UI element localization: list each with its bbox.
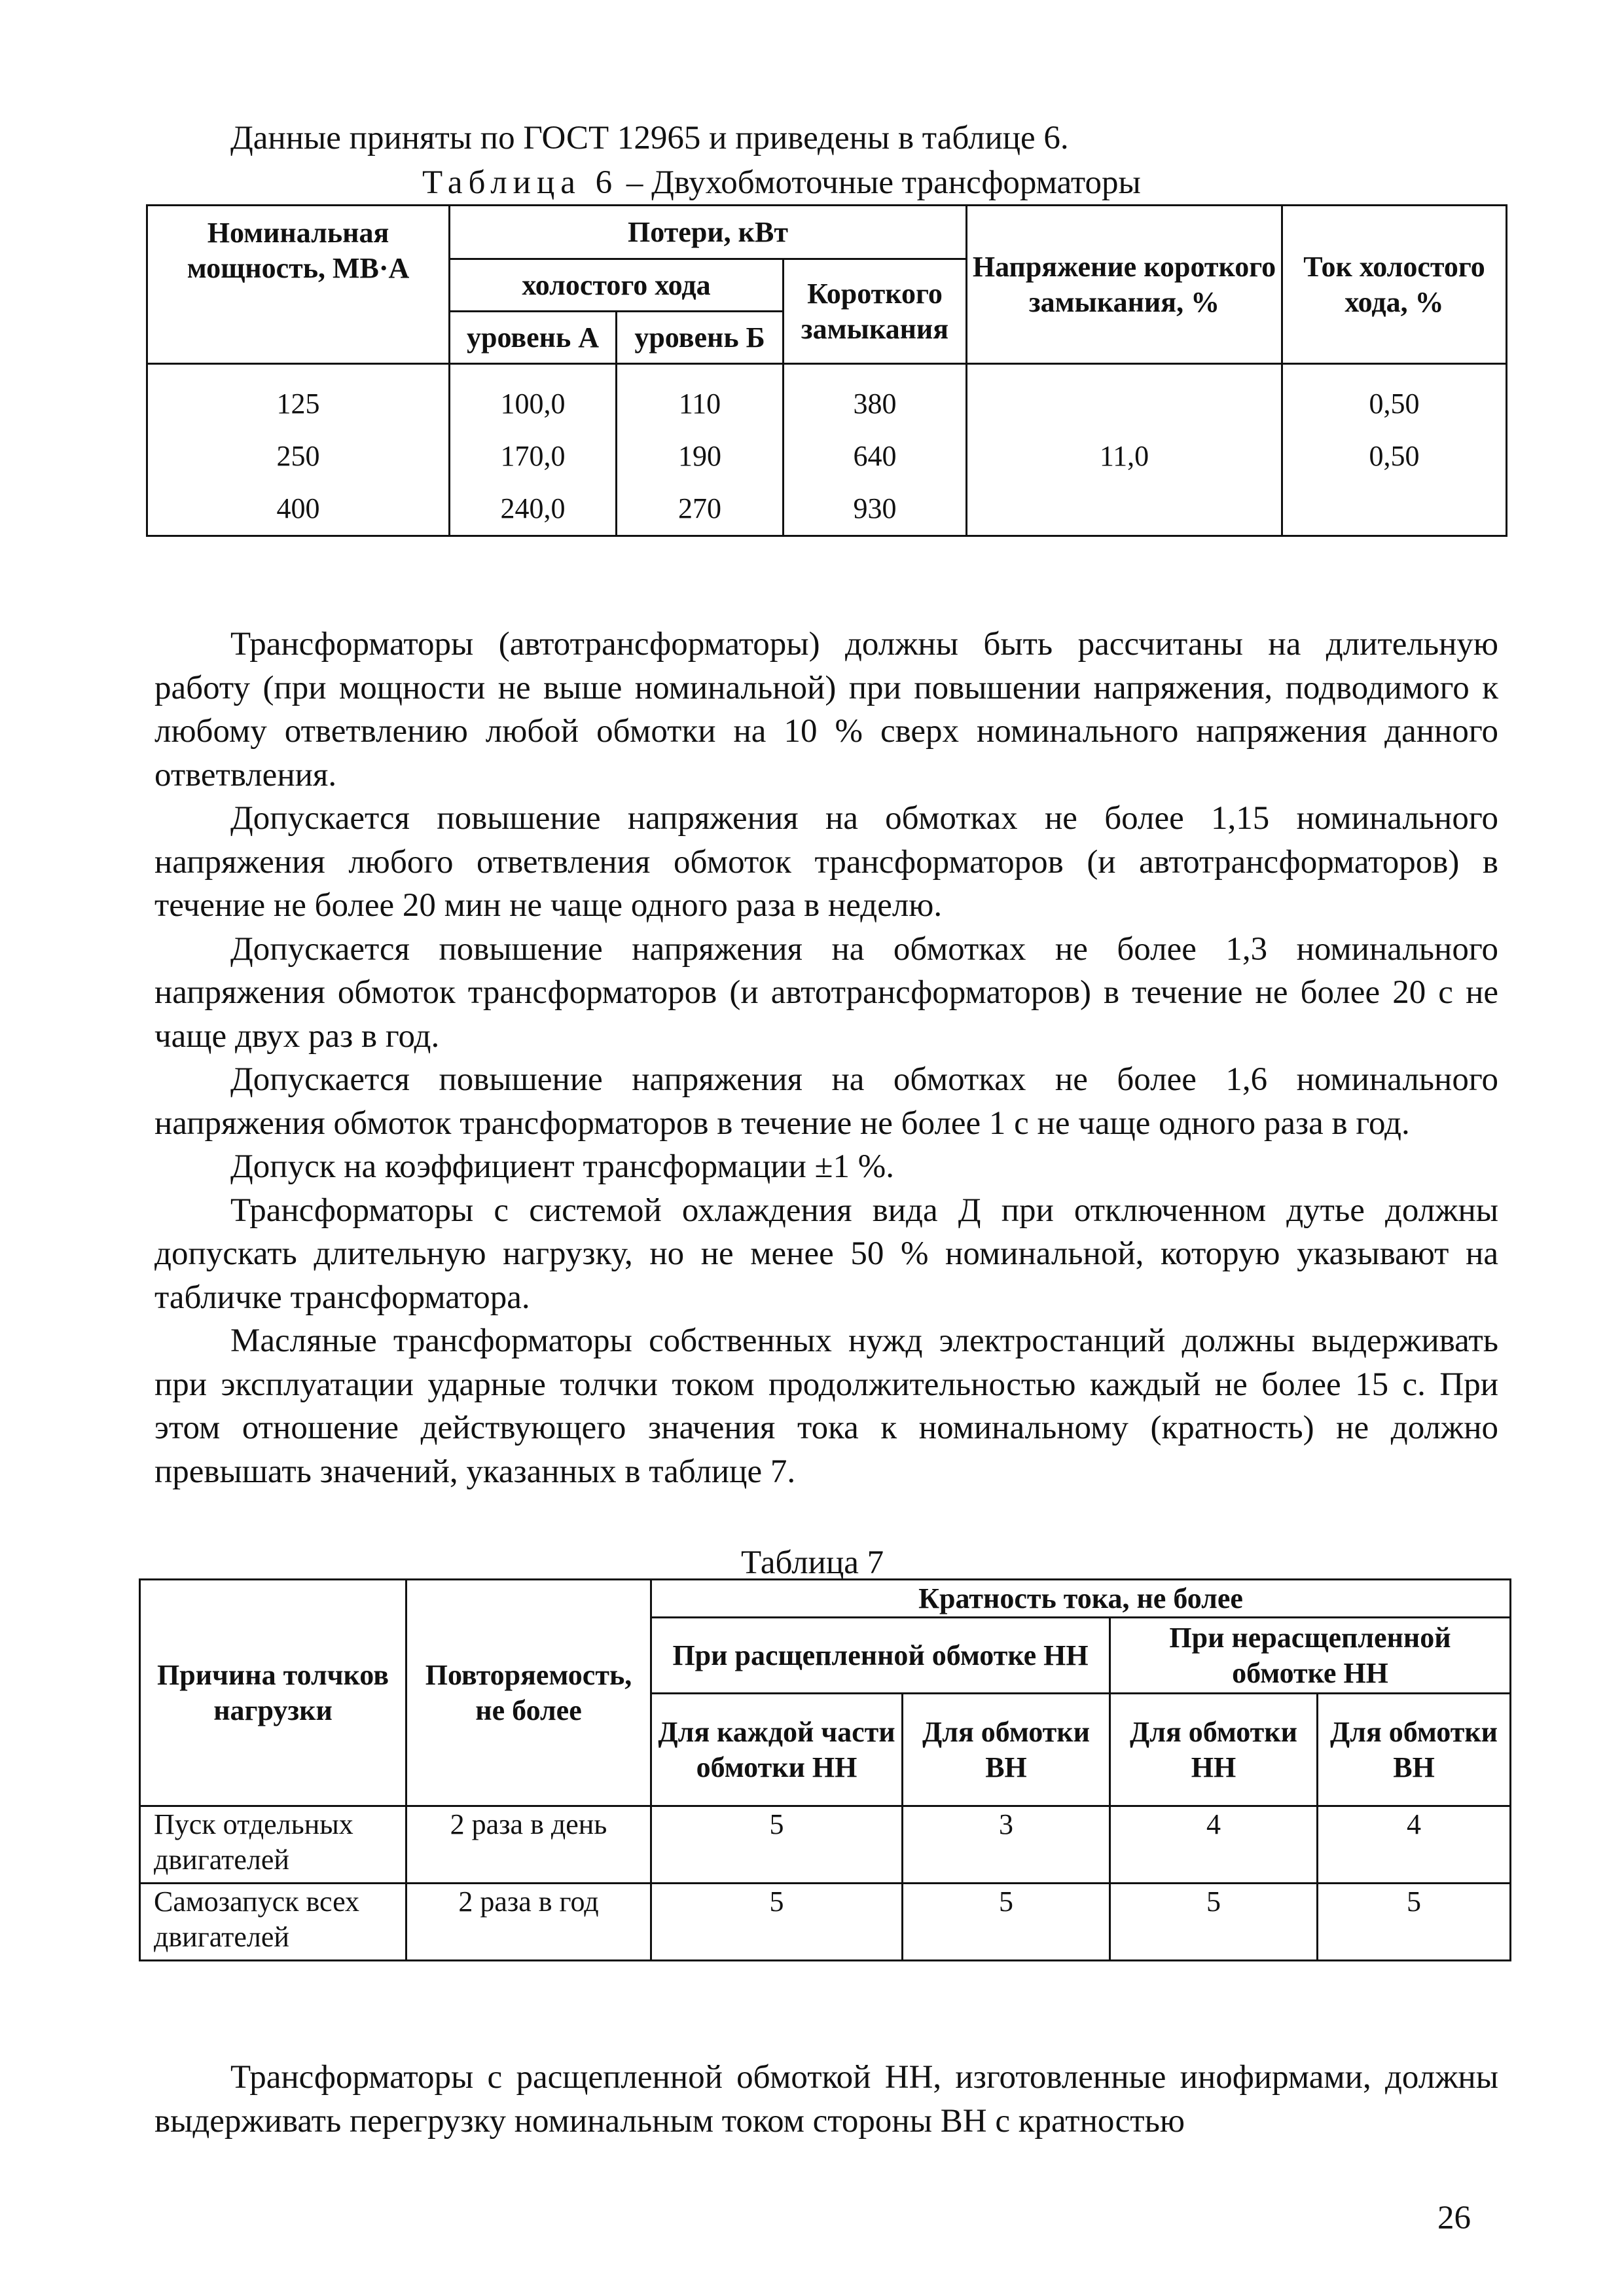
body-text-1: [154, 623, 1498, 1493]
paragraph: Допускается повышение напряжения на обмотках не более 1,15 номинального напряжения любого ответвления обмоток трансформаторов (и автотрансформаторов) в течение не более 20 мин не чаще одного раза в неделю.: [154, 800, 1498, 924]
table7-header-cause: Причина толчков нагрузки: [140, 1580, 406, 1806]
table6-header-voltage: Напряжение короткого замыкания, %: [967, 206, 1282, 364]
table6-cell-power: 125: [147, 364, 450, 431]
table7: [139, 1578, 1511, 1961]
table-row: [140, 1806, 1511, 1884]
table6-cell-level-b: 270: [617, 483, 784, 536]
table7-cell-repeat: 2 раза в год: [406, 1884, 651, 1961]
table6-header-idle: холостого хода: [450, 259, 784, 312]
page-number: 26: [1437, 2200, 1471, 2236]
table7-cell-cause: Пуск отдельных двигателей: [140, 1806, 406, 1884]
intro-line: Данные приняты по ГОСТ 12965 и приведены в таблице 6.: [230, 120, 1069, 156]
table6-header-level-b: уровень Б: [617, 312, 784, 364]
table7-caption: Таблица 7: [741, 1544, 884, 1581]
table6-caption-rest: – Двухобмоточные трансформаторы: [618, 164, 1141, 201]
table6-header-losses: Потери, кВт: [450, 206, 967, 259]
table7-header-nonsplit-lv: Для обмотки НН: [1110, 1694, 1318, 1806]
table6-caption: [422, 161, 1141, 204]
paragraph: Трансформаторы с системой охлаждения вида Д при отключенном дутье должны допускать длительную нагрузку, но не менее 50 % номинальной, которую указывают на табличке трансформатора.: [154, 1192, 1498, 1316]
table7-header-nonsplit: При нерасщепленной обмотке НН: [1110, 1618, 1511, 1694]
table6: [146, 204, 1507, 537]
paragraph: Допуск на коэффициент трансформации ±1 %.: [230, 1148, 894, 1185]
table6-cell-level-a: 240,0: [450, 483, 617, 536]
table7-header-split-hv: Для обмотки ВН: [903, 1694, 1110, 1806]
table7-cell-value: 5: [651, 1884, 903, 1961]
table-row: [140, 1884, 1511, 1961]
paragraph: Допускается повышение напряжения на обмотках не более 1,6 номинального напряжения обмоток трансформаторов в течение не более 1 с не чаще одного раза в год.: [154, 1061, 1498, 1142]
table6-cell-level-b: 110: [617, 364, 784, 431]
table7-header-split-each: Для каждой части обмотки НН: [651, 1694, 903, 1806]
paragraph: Допускается повышение напряжения на обмотках не более 1,3 номинального напряжения обмоток трансформаторов (и автотрансформаторов) в течение не более 20 с не чаще двух раз в год.: [154, 930, 1498, 1055]
table6-cell-current: 0,50: [1282, 430, 1507, 483]
table7-cell-value: 4: [1110, 1806, 1318, 1884]
table7-cell-value: 5: [1318, 1884, 1511, 1961]
paragraph: Трансформаторы (автотрансформаторы) должны быть рассчитаны на длительную работу (при мощности не выше номинальной) при повышении напряжения, подводимого к любому ответвлению любой обмотки на 10 % сверх номинального напряжения данного ответвления.: [154, 626, 1498, 793]
table7-header-repeat: Повторяемость, не более: [406, 1580, 651, 1806]
body-text-2: [154, 2056, 1498, 2143]
paragraph: Трансформаторы с расщепленной обмоткой НН, изготовленные инофирмами, должны выдерживать перегрузку номинальным током стороны ВН с кратностью: [154, 2059, 1498, 2140]
table7-header-ratio: Кратность тока, не более: [651, 1580, 1511, 1618]
table7-cell-value: 4: [1318, 1806, 1511, 1884]
table7-header-split: При расщепленной обмотке НН: [651, 1618, 1110, 1694]
paragraph: Масляные трансформаторы собственных нужд электростанций должны выдерживать при эксплуатации ударные толчки током продолжительностью каждый не более 15 с. При этом отношение действующего значения тока к номинальному (кратность) не должно превышать значений, указанных в таблице 7.: [154, 1322, 1498, 1490]
table6-header-power: Номинальная мощность, МВ·А: [147, 206, 450, 364]
table7-cell-value: 5: [903, 1884, 1110, 1961]
table6-cell-short: 640: [784, 430, 967, 483]
table7-header-nonsplit-hv: Для обмотки ВН: [1318, 1694, 1511, 1806]
table7-cell-repeat: 2 раза в день: [406, 1806, 651, 1884]
table6-cell-short: 380: [784, 364, 967, 431]
table7-cell-value: 5: [651, 1806, 903, 1884]
table7-cell-value: 5: [1110, 1884, 1318, 1961]
table6-cell-power: 400: [147, 483, 450, 536]
table6-cell-short: 930: [784, 483, 967, 536]
table6-caption-label: Таблица 6: [422, 164, 619, 201]
table6-cell-level-a: 170,0: [450, 430, 617, 483]
table7-cell-value: 3: [903, 1806, 1110, 1884]
table6-cell-level-b: 190: [617, 430, 784, 483]
table6-header-current: Ток холостого хода, %: [1282, 206, 1507, 364]
table-row: [147, 483, 1507, 536]
table6-header-short: Короткого замыкания: [784, 259, 967, 364]
table6-cell-power: 250: [147, 430, 450, 483]
table6-cell-current: [1282, 483, 1507, 536]
table-row: [147, 364, 1507, 431]
table6-header-level-a: уровень А: [450, 312, 617, 364]
table7-cell-cause: Самозапуск всех двигателей: [140, 1884, 406, 1961]
table6-cell-level-a: 100,0: [450, 364, 617, 431]
table6-cell-current: 0,50: [1282, 364, 1507, 431]
table-row: [147, 430, 1507, 483]
table6-cell-voltage: 11,0: [967, 364, 1282, 536]
